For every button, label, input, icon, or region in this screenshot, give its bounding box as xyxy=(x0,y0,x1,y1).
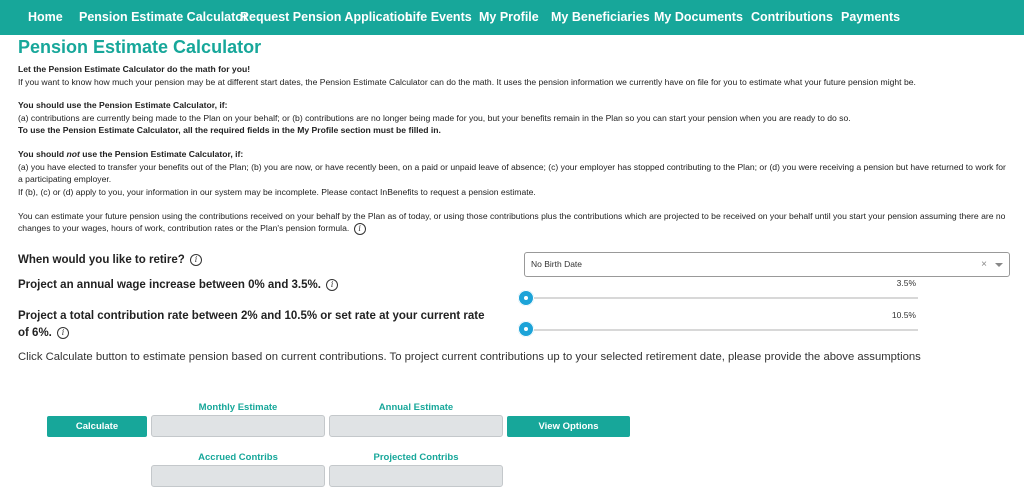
retire-date-select[interactable] xyxy=(524,252,1010,277)
chevron-down-icon[interactable] xyxy=(995,263,1003,267)
nav-my-beneficiaries[interactable]: My Beneficiaries xyxy=(551,10,650,24)
should-not-heading-emphasis: not xyxy=(66,149,80,159)
estimate-info-text: You can estimate your future pension using the contributions received on your behalf by the Plan as of today, or using those contributions plus the contributions which are projected to be received on your behalf until you start your pension assuming there are no changes to your wages, hours of work, contribution rates or the Plan's pension formula. xyxy=(18,211,1006,234)
should-not-use-heading xyxy=(18,148,1008,160)
retire-question xyxy=(18,252,202,269)
clear-icon[interactable]: × xyxy=(981,259,987,270)
retire-date-value: No Birth Date xyxy=(531,259,583,269)
nav-payments[interactable]: Payments xyxy=(841,10,901,24)
should-not-heading-part-a: You should xyxy=(18,149,67,159)
contrib-question-label: Project a total contribution rate between 2% and 10.5% or set rate at your current rate of 6%. xyxy=(18,310,485,339)
info-icon[interactable]: i xyxy=(326,279,338,291)
info-icon[interactable]: i xyxy=(57,327,69,339)
wage-question xyxy=(18,277,338,294)
retire-question-label: When would you like to retire? xyxy=(18,254,185,266)
wage-question-label: Project an annual wage increase between 0% and 3.5%. xyxy=(18,279,321,291)
should-use-required: To use the Pension Estimate Calculator, all the required fields in the My Profile section must be filled in. xyxy=(18,125,441,135)
projected-contribs-field xyxy=(329,465,503,487)
top-nav xyxy=(0,0,1024,35)
estimate-info xyxy=(18,210,1008,235)
info-icon[interactable]: i xyxy=(354,223,366,235)
monthly-estimate-label: Monthly Estimate xyxy=(198,402,278,413)
projected-contribs-label: Projected Contribs xyxy=(373,452,459,463)
wage-slider-track[interactable] xyxy=(524,297,918,299)
should-use-text: (a) contributions are currently being made to the Plan on your behalf; or (b) contributions are no longer being made for you, but your benefits remain in the Plan so you can start your pension when you are ready to do so. xyxy=(18,113,851,123)
info-icon[interactable]: i xyxy=(190,254,202,266)
calculate-note: Click Calculate button to estimate pension based on current contributions. To project current contributions up to your selected retirement date, please provide the above assumptions xyxy=(18,351,921,363)
contrib-question xyxy=(18,308,498,342)
contrib-slider-track[interactable] xyxy=(524,329,918,331)
nav-home[interactable]: Home xyxy=(28,10,63,24)
annual-estimate-field xyxy=(329,415,503,437)
intro-text: If you want to know how much your pension may be at different start dates, the Pension Estimate Calculator can do the math. It uses the pension information we currently have on file for you to estimate what your future pension might be. xyxy=(18,77,916,87)
nav-my-documents[interactable]: My Documents xyxy=(654,10,743,24)
should-not-heading-part-b: use the Pension Estimate Calculator, if: xyxy=(79,149,244,159)
monthly-estimate-field xyxy=(151,415,325,437)
accrued-contribs-field xyxy=(151,465,325,487)
nav-request-pension-application[interactable]: Request Pension Application xyxy=(240,10,413,24)
should-not-use-contact: If (b), (c) or (d) apply to you, your information in our system may be incomplete. Please contact InBenefits to request a pension estimate. xyxy=(18,187,536,197)
calculate-button[interactable]: Calculate xyxy=(47,416,147,437)
page-title: Pension Estimate Calculator xyxy=(18,37,262,57)
accrued-contribs-label: Accrued Contribs xyxy=(198,452,278,463)
intro-heading: Let the Pension Estimate Calculator do the math for you! xyxy=(18,64,251,74)
contrib-slider-handle[interactable] xyxy=(518,321,534,337)
annual-estimate-label: Annual Estimate xyxy=(378,402,454,413)
wage-slider-handle[interactable] xyxy=(518,290,534,306)
nav-my-profile[interactable]: My Profile xyxy=(479,10,539,24)
view-options-button[interactable]: View Options xyxy=(507,416,630,437)
should-use-heading: You should use the Pension Estimate Calculator, if: xyxy=(18,100,228,110)
should-not-use-text: (a) you have elected to transfer your benefits out of the Plan; (b) you are now, or have recently been, on a paid or unpaid leave of absence; (c) your employer has stopped contributing to the Plan; or (d) you were receiving a pension but have returned to work for a participating employer. xyxy=(18,162,1006,185)
contrib-max-label: 10.5% xyxy=(891,310,916,320)
nav-life-events[interactable]: Life Events xyxy=(405,10,472,24)
nav-pension-estimate-calculator[interactable]: Pension Estimate Calculator xyxy=(79,10,248,24)
wage-max-label: 3.5% xyxy=(896,278,916,288)
nav-contributions[interactable]: Contributions xyxy=(751,10,833,24)
